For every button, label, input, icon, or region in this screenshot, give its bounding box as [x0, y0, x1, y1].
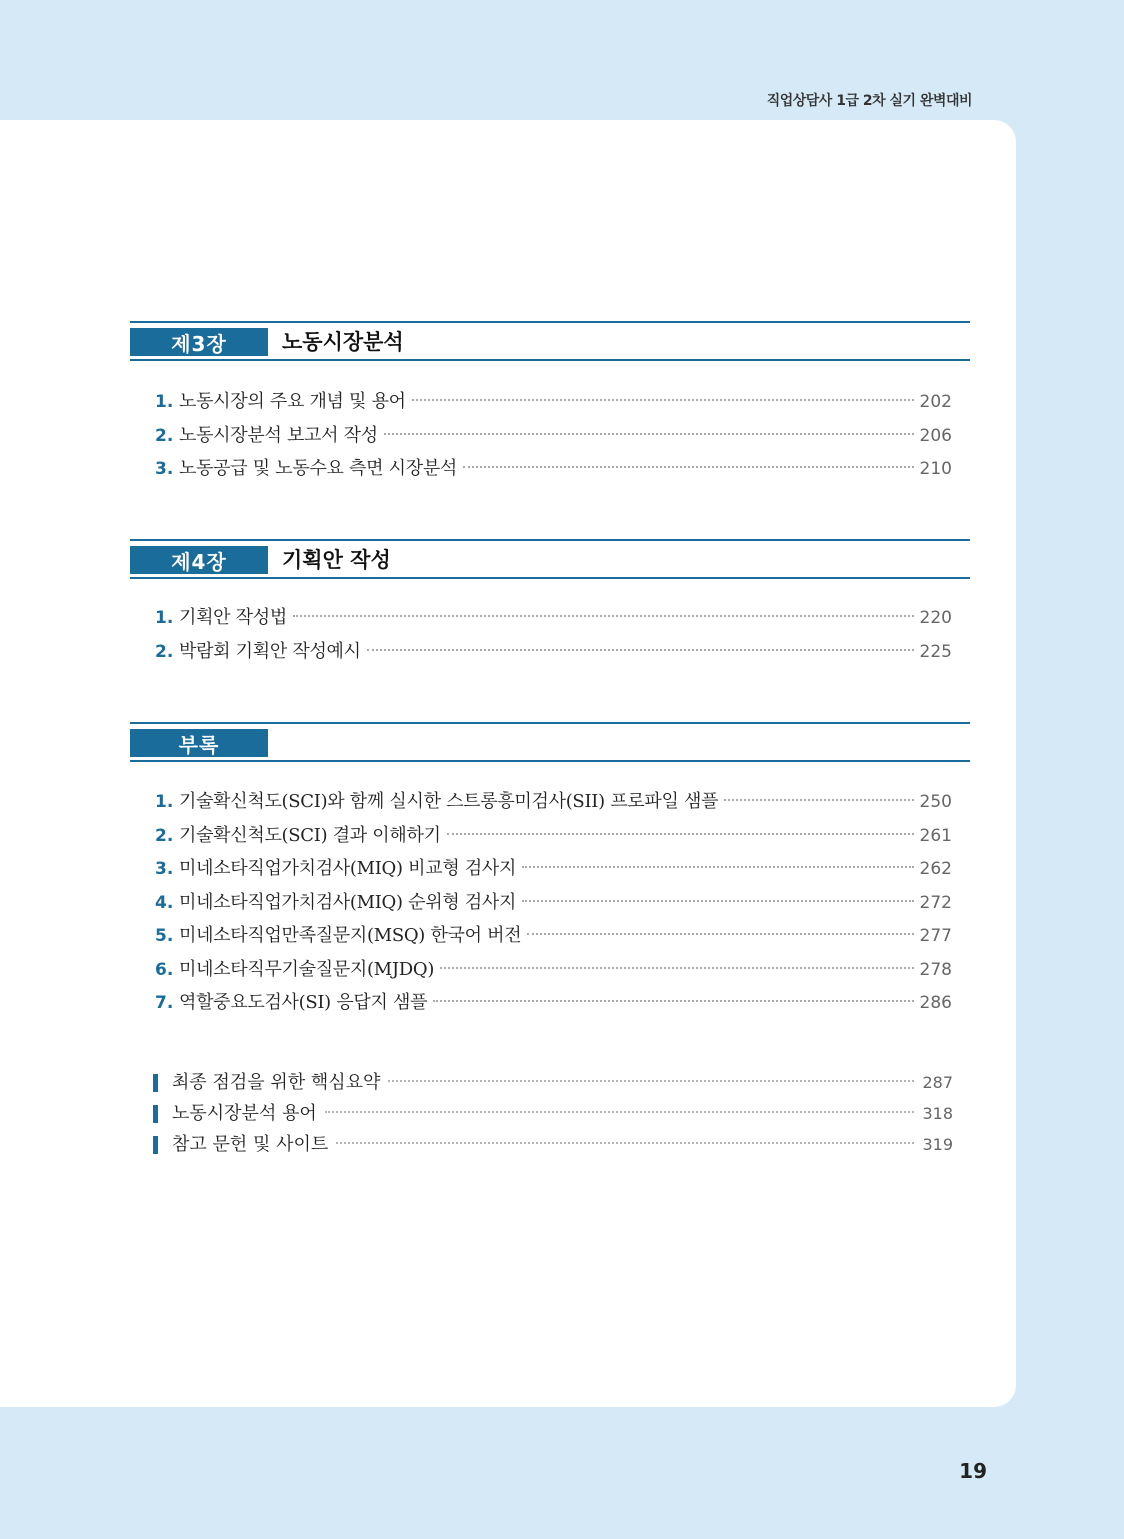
dot-leader: [384, 433, 914, 435]
toc-page-number: 220: [919, 608, 952, 628]
toc-number: 2.: [155, 825, 174, 846]
supplementary-entry[interactable]: [153, 1067, 953, 1098]
toc-number: 7.: [155, 993, 174, 1013]
dot-leader: [367, 649, 914, 651]
chapter-title: 기획안 작성: [282, 548, 391, 572]
chapter-header: [130, 321, 970, 361]
dot-leader: [724, 799, 913, 801]
toc-title: 노동공급 및 노동수요 측면 시장분석: [179, 458, 458, 479]
toc-title: 박람회 기획안 작성예시: [179, 640, 361, 662]
toc-entry[interactable]: [130, 785, 970, 819]
toc-page-number: 206: [919, 425, 952, 446]
page-number: 19: [959, 1459, 987, 1483]
supplementary-page-number: 319: [922, 1135, 953, 1154]
toc-entry[interactable]: [130, 986, 970, 1020]
dot-leader: [527, 933, 913, 935]
dot-leader: [325, 1111, 915, 1113]
toc-entry[interactable]: [130, 385, 970, 419]
toc-title: 기획안 작성법: [179, 607, 287, 628]
supplementary-entry[interactable]: [153, 1129, 953, 1160]
chapter-header: [130, 539, 970, 579]
toc-title: 기술확신척도(SCI)와 함께 실시한 스트롱흥미검사(SII) 프로파일 샘플: [179, 791, 719, 812]
chapter-4-section: [130, 539, 970, 668]
toc-title: 미네소타직무기술질문지(MJDQ): [179, 958, 435, 980]
chapter-label: 제4장: [130, 546, 268, 574]
toc-list: [130, 785, 970, 1020]
toc-title: 미네소타직업가치검사(MIQ) 순위형 검사지: [179, 891, 517, 913]
toc-page-number: 210: [919, 459, 952, 479]
supplementary-title: 참고 문헌 및 사이트: [172, 1134, 329, 1155]
dot-leader: [412, 399, 914, 401]
dot-leader: [336, 1142, 914, 1144]
toc-title: 미네소타직업만족질문지(MSQ) 한국어 버전: [179, 925, 522, 946]
toc-page-number: 286: [919, 993, 952, 1013]
toc-title: 역할중요도검사(SI) 응답지 샘플: [179, 992, 428, 1013]
toc-page-number: 202: [919, 392, 952, 412]
toc-page-number: 278: [919, 959, 952, 980]
toc-number: 2.: [155, 425, 174, 446]
chapter-label: 부록: [130, 729, 268, 757]
dot-leader: [293, 615, 914, 617]
dot-leader: [440, 967, 913, 969]
toc-entry[interactable]: [130, 953, 970, 987]
toc-entry[interactable]: [130, 852, 970, 886]
toc-title: 기술확신척도(SCI) 결과 이해하기: [179, 824, 441, 846]
toc-number: 2.: [155, 641, 174, 662]
toc-page-number: 225: [919, 641, 952, 662]
toc-entry[interactable]: [130, 819, 970, 853]
toc-entry[interactable]: [130, 452, 970, 486]
toc-number: 3.: [155, 859, 174, 879]
toc-entry[interactable]: [130, 919, 970, 953]
toc-number: 1.: [155, 392, 174, 412]
toc-page-number: 277: [919, 926, 952, 946]
appendix-section: [130, 722, 970, 1020]
toc-number: 1.: [155, 608, 174, 628]
dot-leader: [433, 1000, 913, 1002]
toc-title: 노동시장의 주요 개념 및 용어: [179, 391, 406, 412]
toc-number: 1.: [155, 792, 174, 812]
toc-number: 5.: [155, 926, 174, 946]
toc-list: [130, 601, 970, 668]
toc-number: 6.: [155, 959, 174, 980]
chapter-header: [130, 722, 970, 762]
toc-entry[interactable]: [130, 635, 970, 669]
chapter-label: 제3장: [130, 328, 268, 356]
running-head: 직업상담사 1급 2차 실기 완벽대비: [766, 93, 972, 109]
supplementary-title: 노동시장분석 용어: [172, 1103, 317, 1124]
toc-number: 3.: [155, 459, 174, 479]
bullet-bar-icon: [153, 1105, 158, 1123]
dot-leader: [447, 833, 914, 835]
dot-leader: [388, 1080, 914, 1082]
dot-leader: [522, 900, 913, 902]
toc-number: 4.: [155, 892, 174, 913]
dot-leader: [522, 866, 913, 868]
supplementary-title: 최종 점검을 위한 핵심요약: [172, 1072, 381, 1093]
supplementary-page-number: 287: [922, 1073, 953, 1092]
chapter-3-section: [130, 321, 970, 486]
toc-title: 미네소타직업가치검사(MIQ) 비교형 검사지: [179, 858, 517, 879]
toc-entry[interactable]: [130, 601, 970, 635]
supplementary-page-number: 318: [922, 1104, 953, 1123]
toc-page-number: 272: [919, 892, 952, 913]
toc-page-number: 262: [919, 859, 952, 879]
toc-entry[interactable]: [130, 886, 970, 920]
toc-title: 노동시장분석 보고서 작성: [179, 424, 378, 446]
bullet-bar-icon: [153, 1074, 158, 1092]
toc-page-number: 250: [919, 792, 952, 812]
toc-list: [130, 385, 970, 486]
toc-entry[interactable]: [130, 419, 970, 453]
dot-leader: [463, 466, 914, 468]
bullet-bar-icon: [153, 1136, 158, 1154]
toc-page-number: 261: [919, 825, 952, 846]
supplementary-list: [153, 1067, 953, 1160]
supplementary-entry[interactable]: [153, 1098, 953, 1129]
chapter-title: 노동시장분석: [282, 330, 404, 354]
